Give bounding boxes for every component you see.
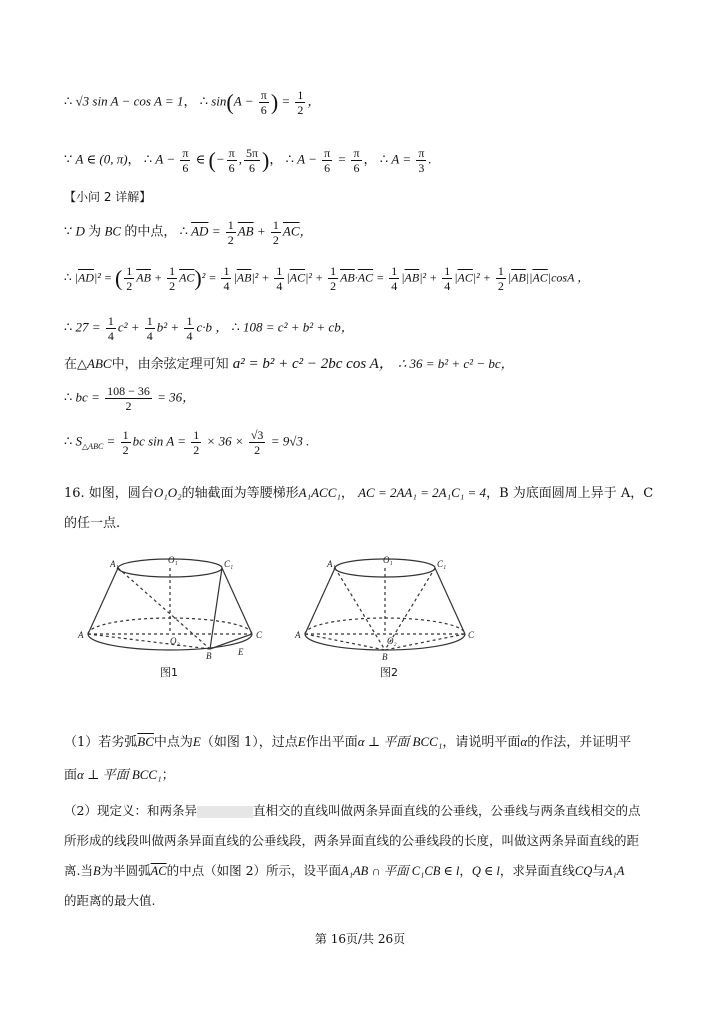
figure-1-frustum: [70, 552, 270, 682]
line-cq: CQ: [574, 864, 593, 878]
p1-text-4: 作出平面: [305, 735, 358, 750]
p2-text-5: 为半圆弧: [100, 863, 151, 878]
line6-text: 中，由余弦定理可知: [111, 357, 229, 372]
p2-text-6: 的中点（如图 2）所示，设平面: [166, 863, 342, 878]
p1-text-6: 的作法，并证明平: [527, 735, 632, 750]
point-q: Q ∈ l: [471, 864, 500, 878]
p2-text-9: 的距离的最大值.: [64, 893, 156, 908]
p16-trapezoid: A₁ACC₁: [298, 485, 341, 500]
solution-line-3: ∵ D 为 BC 的中点， ∴ $\overline{AD}$ = $\frac{1}{2}$ $\overline{AB}$ + $\frac{1}{2}$ $\overline{AC}$，: [64, 218, 313, 247]
p1-text-2: 中点为: [153, 735, 193, 750]
p1-text-3: （如图 1），过点: [200, 735, 298, 750]
fig2-bottom-front-arc: [305, 634, 465, 650]
page-number-footer: 第 16页/共 26页: [314, 932, 406, 946]
cosine-law-formula: a² = b² + c² − 2bc cos A，: [232, 356, 394, 372]
p16-text-3: ，B 为底面圆周上异于 A，C: [486, 486, 654, 501]
cosine-law-result: ∴ 36 = b² + c² − bc，: [397, 356, 514, 371]
fig1-segment-c1b: [210, 568, 222, 649]
p2-comma: ，: [459, 863, 472, 878]
blurred-text-region: [197, 806, 253, 818]
fig2-label-o2: O₂: [387, 636, 397, 646]
line6-prefix: 在: [64, 357, 78, 372]
fig2-right-generatrix: [435, 568, 465, 634]
arc-ac: $\overline{AC}$: [150, 864, 167, 878]
fig1-label-b: B: [206, 651, 212, 661]
point-b: B: [92, 864, 101, 878]
fig1-label-a1: A₁: [110, 559, 119, 569]
problem-16-statement: [64, 478, 664, 539]
fig2-segment-a1b: [335, 568, 385, 650]
fig2-label-a: A: [295, 630, 301, 640]
p2-text-8: 与: [592, 863, 605, 878]
fig1-right-generatrix: [222, 568, 252, 634]
solution-line-4: ∴ $|\overline{AD}|^2$ = ( $\frac{1}{2}$ $\overline{AB}$ + $\frac{1}{2}$ $\overline{AC})^2$ = $\frac{1}{4}$ $|\overline{AB}|^2$ + $\frac{1}{4}$ $|\overline{AC}|^2$ + $\frac{1}{2}$ $\overline{AB}\cdot\overline{AC}$ = $\frac{1}{4}$ $|\overline{AB}|^2$ + $\frac{1}{4}$ $|\overline{AC}|^2$ + $\frac{1}{2}$ $|\overline{AB}||\overline{AC}|\cos A$ ，: [64, 264, 590, 293]
p16-lengths: AC = 2AA₁ = 2A₁C₁ = 4: [358, 485, 487, 500]
solution-line-7: ∴ bc = $\frac{108 - 36}{2}$ = 36，: [64, 384, 196, 413]
p16-text-2: 的轴截面为等腰梯形: [181, 486, 299, 501]
p1-text-5: ，请说明平面: [442, 735, 521, 750]
p1-text: （1）若劣弧: [64, 735, 138, 750]
fig2-label-a1: A₁: [327, 559, 336, 569]
solution-line-2: ∵ A ∈ (0, π)， ∴ A − $\frac{\pi}{6}$ ∈ (− $\frac{\pi}{6}$ , $\frac{5\pi}{6}$ )， ∴ A − $\frac{\pi}{6}$ = $\frac{\pi}{6}$ ， ∴ A = $\frac{\pi}{3}$ .: [64, 146, 432, 175]
alpha-symbol: α: [520, 734, 528, 749]
p1-semicolon: ；: [161, 768, 175, 783]
fig1-bottom-back-arc: [88, 618, 252, 634]
line-a1a: A₁A: [604, 864, 625, 878]
solution-line-8: ∴ $S_{\triangle ABC}$ = $\frac{1}{2}$ bc sin A = $\frac{1}{2}$ × 36 × $\frac{√3}{2}$ = 9√3 .: [64, 428, 310, 457]
point-e: E: [192, 734, 201, 749]
fig2-bottom-back-arc: [305, 618, 465, 634]
sub-question-2-heading: 【小问 2 详解】: [64, 190, 152, 204]
fig1-segment-a1b: [118, 568, 210, 649]
p1-text-7: 面: [64, 768, 78, 783]
figure-2-frustum: [290, 552, 480, 682]
figure-2-caption: 图2: [380, 666, 398, 679]
p16-axis: O₁O₂: [153, 485, 182, 500]
p2-text-3: 所形成的线段叫做两条异面直线的公垂线段，两条异面直线的公垂线段的长度，叫做这两条异面直线的距: [64, 833, 640, 848]
triangle-abc: △ABC: [77, 356, 112, 371]
fig1-label-c1: C₁: [224, 559, 234, 569]
fig2-label-o1: O₁: [383, 555, 393, 565]
plane-intersection: A₁AB ∩ 平面 C₁CB ∈ l: [341, 864, 460, 878]
problem-16-part-2: [64, 796, 664, 916]
fig1-label-a: A: [78, 630, 84, 640]
solution-line-1: ∴ √3 sin A − cos A = 1， ∴ sin(A − $\frac{\pi}{6}$ ) = $\frac{1}{2}$ ，: [64, 88, 321, 117]
solution-line-5: ∴ 27 = $\frac{1}{4}$ c² + $\frac{1}{4}$ b² + $\frac{1}{4}$ c·b ， ∴ 108 = c² + b² + cb，: [64, 314, 354, 343]
point-e-2: E: [297, 734, 306, 749]
plane-alpha-perp-2: α ⊥ 平面 BCC₁: [77, 767, 162, 782]
fig2-label-b: B: [382, 652, 388, 662]
p2-text: （2）现定义：和两条异: [64, 803, 197, 818]
arc-bc: $\overline{BC}$: [137, 734, 154, 749]
fig1-segment-ab: [88, 634, 210, 649]
fig1-label-o2: O₂: [170, 636, 180, 646]
p16-text: 16. 如图，圆台: [64, 486, 154, 501]
fig1-label-e: E: [238, 647, 244, 657]
solution-line-6: [64, 352, 514, 373]
figure-1-caption: 图1: [160, 666, 178, 679]
p2-text-4: 离.当: [64, 863, 93, 878]
plane-alpha-perp: α ⊥ 平面 BCC₁: [357, 734, 443, 749]
p2-text-2: 直相交的直线叫做两条异面直线的公垂线，公垂线与两条直线相交的点: [252, 803, 641, 818]
fig1-segment-bc: [210, 634, 252, 649]
fig1-left-generatrix: [88, 568, 118, 634]
p16-text-4: 的任一点.: [64, 516, 121, 531]
fig1-label-o1: O₁: [168, 555, 178, 565]
fig1-label-c: C: [256, 630, 263, 640]
problem-16-part-1: [64, 726, 664, 792]
p16-comma: ，: [340, 486, 354, 501]
fig2-label-c: C: [468, 630, 475, 640]
p2-text-7: ，求异面直线: [499, 863, 575, 878]
fig2-label-c1: C₁: [437, 559, 447, 569]
